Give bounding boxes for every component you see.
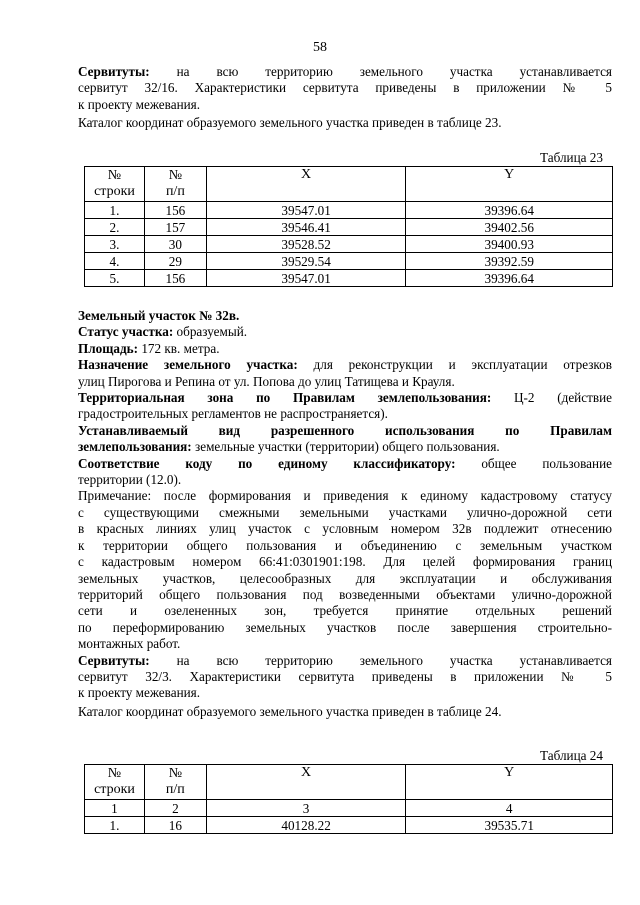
purpose-line-2: улиц Пирогова и Репина от ул. Попова до улиц Татищева и Крауля. <box>78 373 455 389</box>
note-line: Примечание: после формирования и приведения к единому кадастровому статусу <box>78 488 612 504</box>
header-x: X <box>206 167 406 202</box>
cell-pp-number: 157 <box>144 219 206 236</box>
servitude-line-3: к проекту межевания. <box>78 96 201 112</box>
use-value: земельные участки (территории) общего пользования. <box>191 439 500 455</box>
plot-title: Земельный участок № 32в. <box>78 308 240 323</box>
status-line <box>78 324 612 340</box>
note-line: монтажных работ. <box>78 636 181 652</box>
table-row <box>85 270 613 287</box>
cell-pp-number: 29 <box>144 253 206 270</box>
table-row <box>85 253 613 270</box>
code-value: общее пользование <box>455 455 612 471</box>
code-line-1 <box>78 456 612 472</box>
table-header-row <box>85 167 613 202</box>
cell-y: 39396.64 <box>406 202 613 219</box>
cell-row-number: 1. <box>85 817 145 834</box>
note-line: с кадастровым номером 66:41:0301901:198. Для целей формирования границ <box>78 554 612 570</box>
note-line: по переформированию земельных участков после завершения строительно- <box>78 619 612 635</box>
cell-x: 39547.01 <box>206 270 406 287</box>
cell-row-number: 3. <box>85 236 145 253</box>
header-pp-number: № п/п <box>144 765 206 800</box>
table-row <box>85 236 613 253</box>
coordinates-table-23 <box>84 166 613 287</box>
code-label: Соответствие коду по единому классификатору: <box>78 455 456 471</box>
table-24-caption: Таблица 24 <box>540 748 603 763</box>
cell-y: 39400.93 <box>406 236 613 253</box>
area-value: 172 кв. метра. <box>138 340 220 356</box>
cell-row-number: 5. <box>85 270 145 287</box>
catalog-text-24: Каталог координат образуемого земельного участка приведен в таблице 24. <box>78 703 502 719</box>
servitude-line-2: сервитут 32/16. Характеристики сервитута приведены в приложении № 5 <box>78 80 612 96</box>
cell-y: 39402.56 <box>406 219 613 236</box>
header-y: Y <box>406 765 613 800</box>
cell-y: 39392.59 <box>406 253 613 270</box>
plot-32v-section <box>78 308 612 720</box>
header-y: Y <box>406 167 613 202</box>
servitude-text: на всю территорию земельного участка устанавливается <box>176 652 613 668</box>
purpose-label: Назначение земельного участка: <box>78 357 298 373</box>
area-label: Площадь: <box>78 340 139 356</box>
use-label: Устанавливаемый вид разрешенного использования по Правилам <box>78 422 612 438</box>
use-line-1 <box>78 423 612 439</box>
cell-pp-number: 30 <box>144 236 206 253</box>
status-label: Статус участка: <box>78 324 174 340</box>
table-row <box>85 202 613 219</box>
status-value: образуемый. <box>173 324 248 340</box>
cell-col-number: 4 <box>406 800 613 817</box>
purpose-value: для реконструкции и эксплуатации отрезков <box>297 357 612 373</box>
table-23-caption: Таблица 23 <box>540 150 603 165</box>
note-line: территорий общего пользования под возведенными объектами улично-дорожной <box>78 586 612 602</box>
cell-col-number: 3 <box>206 800 406 817</box>
note-line: в красных линиях улиц участок с условным номером 32в подлежит отнесению <box>78 521 612 537</box>
cell-row-number: 2. <box>85 219 145 236</box>
zone-value: Ц-2 (действие <box>491 390 612 406</box>
cell-row-number: 4. <box>85 253 145 270</box>
servitude-line-2: сервитут 32/3. Характеристики сервитута приведены в приложении № 5 <box>78 668 612 684</box>
cell-x: 39546.41 <box>206 219 406 236</box>
zone-label: Территориальная зона по Правилам землепользования: <box>78 390 492 406</box>
cell-x: 39529.54 <box>206 253 406 270</box>
cell-col-number: 2 <box>144 800 206 817</box>
note-line: к территории общего пользования и объединению с земельным участком <box>78 537 612 553</box>
servitude-paragraph-1 <box>78 64 612 132</box>
cell-pp-number: 156 <box>144 202 206 219</box>
zone-line-1 <box>78 390 612 406</box>
note-line: сети и озелененных зон, требуется принятие отдельных решений <box>78 603 612 619</box>
servitude-label: Сервитуты: <box>78 64 150 79</box>
servitude-label: Сервитуты: <box>78 652 150 668</box>
purpose-line-1 <box>78 357 612 373</box>
cell-x: 39528.52 <box>206 236 406 253</box>
cell-pp-number: 156 <box>144 270 206 287</box>
header-x: X <box>206 765 406 800</box>
servitude-text: на всю территорию земельного участка устанавливается <box>176 64 613 79</box>
table-row <box>85 219 613 236</box>
cell-col-number: 1 <box>85 800 145 817</box>
page-number: 58 <box>313 40 327 55</box>
area-line <box>78 341 612 357</box>
coordinates-table-24 <box>84 764 613 834</box>
cell-y: 39396.64 <box>406 270 613 287</box>
servitude-line-3: к проекту межевания. <box>78 685 201 701</box>
use-label-2: землепользования: <box>78 439 192 455</box>
note-line: с существующими смежными земельными участками улично-дорожной сети <box>78 504 612 520</box>
table-header-row <box>85 765 613 800</box>
zone-line-2: градостроительных регламентов не распространяется). <box>78 406 388 422</box>
servitude-line-1 <box>78 653 612 669</box>
cell-x: 39547.01 <box>206 202 406 219</box>
header-pp-number: № п/п <box>144 167 206 202</box>
catalog-text-23: Каталог координат образуемого земельного участка приведен в таблице 23. <box>78 115 502 131</box>
cell-row-number: 1. <box>85 202 145 219</box>
note-line: земельных участков, целесообразных для эксплуатации и обслуживания <box>78 570 612 586</box>
header-row-number: № строки <box>85 167 145 202</box>
table-column-number-row <box>85 800 613 817</box>
cell-pp-number: 16 <box>144 817 206 834</box>
table-row <box>85 817 613 834</box>
cell-y: 39535.71 <box>406 817 613 834</box>
code-line-2: территории (12.0). <box>78 472 182 488</box>
header-row-number: № строки <box>85 765 145 800</box>
servitude-line-1 <box>78 64 612 80</box>
cell-x: 40128.22 <box>206 817 406 834</box>
use-line-2 <box>78 439 612 455</box>
